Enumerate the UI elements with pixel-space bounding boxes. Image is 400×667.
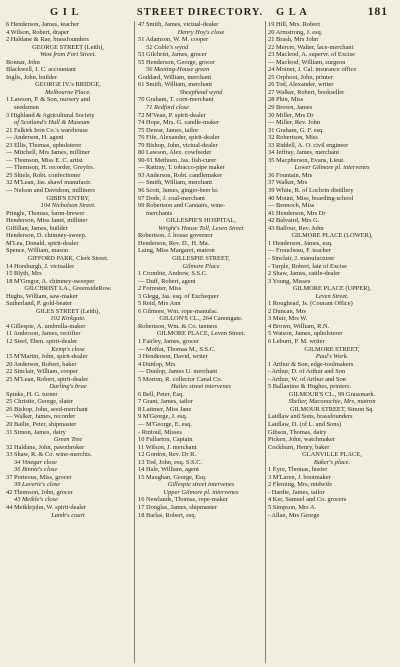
directory-heading: GILMOUR STREET, Simon Sq.: [289, 405, 375, 413]
directory-entry: Spence, William, mason: [6, 247, 69, 255]
directory-entry: 6 Henderson, James, teacher: [6, 21, 79, 28]
directory-heading: Upper Gilmore pl. intervenes: [163, 488, 239, 496]
directory-heading: GILLESPIE'S HOSPITAL,: [166, 217, 236, 225]
directory-heading: GILCHRIST LA., GreensideRow.: [24, 285, 112, 293]
directory-entry: 9 M'George, J. esq.: [138, 413, 188, 421]
directory-entry: 72 M'Vean, P. spirit-dealer: [138, 111, 206, 119]
column-divider: [265, 21, 266, 663]
directory-entry: 25 Christie, George, slater: [6, 398, 74, 406]
directory-entry: 37 Walker, Mrs: [268, 179, 308, 187]
directory-entry: 79 Bishop, John, victual-dealer: [138, 141, 218, 149]
directory-entry: M'Lea, Donald, spirit-dealer: [6, 239, 79, 247]
directory-heading: Darling's brae: [49, 383, 87, 391]
directory-entry: 53 Gilchrist, James, grocer: [138, 51, 207, 59]
directory-entry: 3 Highland & Agricultural Society: [6, 111, 95, 119]
directory-entry: Sutherland, P. gold-beater: [6, 300, 73, 308]
directory-heading: GLANVILLE PLACE,: [302, 451, 362, 459]
directory-entry: — Moffat, Thomas M., S.S.C.: [138, 345, 216, 353]
directory-entry: 75 Dewar, James, tailor: [138, 126, 199, 134]
directory-entry: seedsmen: [14, 104, 39, 112]
directory-entry: 70 Graham, T. corn-merchant: [138, 96, 214, 104]
directory-entry: Laing, Miss Margaret, matron: [138, 247, 215, 255]
directory-entry: 15 Maughan, George, Esq.: [138, 473, 207, 481]
directory-entry: 15 Blyth, Mrs: [6, 270, 42, 278]
directory-entry: 39 Laverie's close: [14, 481, 61, 489]
directory-entry: 20 Anderson, Robert, baker: [6, 360, 77, 368]
directory-entry: 90-91 Methuen, Jas. fish-curer: [138, 156, 217, 164]
directory-entry: Robertson, J. house governor: [138, 232, 213, 240]
column-3: [268, 21, 396, 519]
directory-entry: — Thomson, H. recorder, Greyfrs.: [6, 164, 95, 172]
directory-entry: 24 Moinet, J. Cal. insurance office: [268, 66, 357, 74]
directory-entry: 56 Meeting-House green: [146, 66, 210, 74]
directory-entry: 96 Scott, James, ginger-beer kr.: [138, 187, 219, 195]
directory-entry: Henderson, Miss Janet, milliner: [6, 217, 88, 225]
directory-entry: 4 Wilson, Robert, draper: [6, 28, 69, 36]
directory-entry: 15 M'Martin, John, spirit-dealer: [6, 353, 88, 361]
directory-heading: GILMORE PLACE, Leven Street.: [156, 330, 246, 338]
directory-entry: 76 Fife, Alexander, spirit-dealer: [138, 134, 220, 142]
directory-entry: 16 Newlands, Thomas, rope-maker: [138, 496, 228, 504]
directory-entry: 11 Anderson, James, rectifier: [6, 330, 81, 338]
directory-entry: 32 M'Lean, Jas. shawl manufactr.: [6, 179, 92, 187]
directory-entry: - Allan, Mrs George: [268, 511, 320, 519]
directory-entry: 22 Sinclair, William, cooper: [6, 368, 78, 376]
directory-entry: 32 Haldane, John, pawnbroker: [6, 443, 85, 451]
directory-entry: 2 Shaw, James, cattle-dealer: [268, 270, 341, 278]
directory-heading: GILLESPIE STREET,: [172, 254, 230, 262]
directory-entry: — Miller, Rev. John: [268, 119, 321, 127]
directory-entry: 21 Brash, Mrs John: [268, 36, 319, 44]
directory-entry: — Thomson, Miss E. C. artist: [6, 156, 83, 164]
directory-entry: 22 Mercer, Walter, lace-merchant: [268, 43, 354, 51]
directory-entry: Henderson, D. chimney-sweep.: [6, 232, 87, 240]
directory-heading: Baker's place.: [313, 458, 351, 466]
directory-entry: 19 Hill, Mrs. Robert: [268, 21, 321, 28]
directory-entry: 30 Miller, Mrs Dr: [268, 111, 314, 119]
directory-entry: Cockburn, Henry, baker: [268, 443, 330, 451]
header-right: G L A: [276, 7, 308, 18]
directory-entry: Henderson, Rev. D., H. Ma.: [138, 239, 210, 247]
directory-heading: GILMOUR'S CL., 99 Grassmark.: [288, 390, 376, 398]
directory-entry: — Froucheau, F. teacher: [268, 247, 331, 255]
directory-entry: 27 Walker, Robert, bookseller: [268, 88, 345, 96]
column-1: [6, 21, 130, 519]
directory-heading: Sheephead wynd: [179, 88, 223, 96]
directory-entry: Bonnar, John: [6, 58, 40, 66]
directory-entry: — Nelson and Davidson, milliners: [6, 187, 95, 195]
directory-entry: 2 Forrester, Miss: [138, 285, 182, 293]
directory-entry: 71 Redford close: [146, 104, 190, 112]
directory-entry: 23 Macleod, A. supervr. of Excise: [268, 51, 355, 59]
directory-entry: 5 Ballantine & Hughes, printers.: [268, 383, 352, 391]
directory-entry: 31 Graham, G. F. esq.: [268, 126, 324, 134]
directory-entry: Robertson, Wm. & Co. tanners: [138, 322, 218, 330]
directory-entry: 34 Vinegar close: [14, 458, 57, 466]
directory-entry: 93 Anderson, Robt. candlemaker: [138, 171, 222, 179]
directory-entry: Hughs, William, saw-maker: [6, 292, 78, 300]
directory-heading: GILES STREET (Leith),: [36, 307, 100, 315]
directory-entry: — M'George, E. esq.: [138, 420, 192, 428]
directory-entry: Laidlaw, D. (of L. and Sons): [268, 420, 342, 428]
directory-entry: 2 Haldane & Rae, brassfounders: [6, 36, 89, 44]
directory-entry: 31 Simon, James, dairy: [6, 428, 66, 436]
directory-entry: 18 M'Gregor, A. chimney-sweeper: [6, 277, 95, 285]
directory-entry: 55 Henderson, George, grocer: [138, 58, 216, 66]
directory-entry: — Smith, William, merchant: [138, 179, 212, 187]
directory-entry: - Hardie, James, tailor: [268, 488, 325, 496]
directory-heading: GEORGE IV.'s BRIDGE,: [35, 81, 101, 89]
directory-entry: Gilfillan, James, builder: [6, 224, 68, 232]
directory-entry: 23 Ellis, Thomas, upholsterer: [6, 141, 82, 149]
directory-entry: 3 Young, Misses: [268, 277, 311, 285]
directory-entry: 5 Watson, James, upholsterer: [268, 330, 343, 338]
directory-entry: 26 Tod, Alexander, writer: [268, 81, 334, 89]
directory-entry: 80 Lawson, Alex. cowfeeder: [138, 149, 212, 157]
directory-entry: 3 Glegg, Jas. esq. of Exchequer: [138, 292, 219, 300]
directory-entry: 25 Orphoot, John, printer: [268, 73, 333, 81]
directory-entry: 34 Jeffray, James, merchant: [268, 149, 339, 157]
directory-entry: Inglis, John, builder: [6, 73, 58, 81]
directory-entry: 3 Henderson, David, writer: [138, 353, 208, 361]
directory-entry: 1 Lawson, P. & Son, nursery and: [6, 96, 90, 104]
directory-entry: — Macleod, William, surgeon: [268, 58, 346, 66]
directory-entry: 35 Macpherson, Evans, Lieut.: [268, 156, 345, 164]
directory-entry: 6 Leburn, P. M. writer: [268, 337, 325, 345]
directory-entry: 12 Steel, Eben. spirit-dealer: [6, 337, 78, 345]
directory-entry: 20 Bailie, Peter, shipmaster: [6, 420, 77, 428]
directory-heading: GIBB'S ENTRY,: [46, 194, 90, 202]
directory-columns: [6, 21, 396, 667]
directory-entry: 5 Simpson, Mrs A.: [268, 504, 317, 511]
directory-entry: 37 Porteous, Miss, grocer: [6, 473, 72, 481]
directory-entry: 6 Gilmore, Wm. rope-manufac.: [138, 307, 219, 315]
directory-entry: Goddard, William, merchant: [138, 73, 212, 81]
directory-entry: 25 Shiels, Robt. confectioner: [6, 171, 81, 179]
header-left: G I L: [50, 7, 80, 18]
directory-entry: 7 Grant, James, tailor: [138, 398, 193, 406]
directory-entry: — Walker, James, recorder: [6, 413, 76, 421]
directory-entry: 4 Brown, William, R.N.: [268, 322, 330, 330]
directory-entry: 1 Roughead, Js. (Courant Office): [268, 300, 353, 308]
directory-entry: 2 Duncan, Mrs: [268, 307, 307, 315]
directory-entry: 51 Adamson, W. M. cooper: [138, 36, 209, 44]
directory-heading: GILMORE PLACE (LOWER),: [291, 232, 373, 240]
directory-entry: 40 Mount, Miss, boarding-school: [268, 194, 354, 202]
page-number: 181: [367, 6, 388, 18]
directory-entry: 41 Henderson, Mrs Dr: [268, 209, 326, 217]
directory-entry: 2 Fleming, Mrs, midwife: [268, 481, 333, 489]
directory-entry: 74 Hope, Mrs. G. candle-maker: [138, 119, 220, 127]
directory-entry: 29 Brown, James: [268, 104, 313, 112]
directory-entry: - Sinclair, J. manufacturer: [268, 254, 335, 262]
directory-entry: — Duff, Robert, agent: [138, 277, 196, 285]
directory-entry: 1 Fairley, James, grocer: [138, 337, 199, 345]
directory-entry: 14 Hale, William, agent: [138, 466, 199, 474]
directory-entry: - Arthur, D. of Arthur and Son: [268, 368, 346, 376]
directory-entry: 25 M'Lean, Robert, spirit-dealer: [6, 375, 89, 383]
directory-entry: 1 Arthur & Son, edge-toolmakers: [268, 360, 354, 368]
directory-entry: 39 White, R. of Lochrin distillery: [268, 187, 354, 195]
directory-entry: 17 Douglas, James, shipmaster: [138, 504, 217, 511]
directory-heading: Shelter, Maconochie, Mrs, matron: [288, 398, 376, 406]
directory-entry: 11 Wilson, J. merchant: [138, 443, 197, 451]
directory-entry: 13 Tod, John, esq. S.S.C.: [138, 458, 203, 466]
directory-entry: 61 Smith, William, merchant: [138, 81, 212, 89]
directory-heading: Kemp's close: [51, 345, 85, 353]
column-divider: [134, 21, 135, 663]
directory-entry: Blackwell, J. C. accountant: [6, 66, 76, 74]
directory-entry: merchants: [146, 209, 173, 217]
directory-entry: - Rintoul, Misses: [138, 428, 182, 436]
directory-entry: Gibson, Thomas, dairy: [268, 428, 327, 436]
directory-heading: GILLON'S CL., 264 Canongate.: [159, 315, 243, 323]
directory-entry: — Bennoch, Miss: [268, 202, 315, 210]
directory-heading: GILMORE STREET,: [304, 345, 360, 353]
directory-entry: 32 Robertson, Miss: [268, 134, 318, 142]
directory-entry: 6 Bell, Peter, Esq.: [138, 390, 184, 398]
directory-entry: 43 Balfour, Rev. John: [268, 224, 324, 232]
directory-heading: Leven Street.: [315, 292, 349, 300]
header-center: STREET DIRECTORY.: [136, 7, 264, 18]
directory-entry: 99 Robertson and Carstairs, wine-: [138, 202, 226, 210]
directory-heading: West from Fort Street.: [39, 51, 97, 59]
directory-entry: — Mitchell, Mrs James, milliner: [6, 149, 90, 157]
directory-entry: 1 Eyre, Thomas, hosier: [268, 466, 328, 474]
directory-entry: - Arthur, W. of Arthur and Son: [268, 375, 346, 383]
column-2: [138, 21, 264, 519]
directory-heading: Hailes street intervenes: [170, 383, 232, 391]
directory-entry: 44 Meiklejohn, W. spirit-dealer: [6, 504, 87, 511]
directory-heading: Green Tree: [53, 436, 83, 444]
directory-entry: 4 Ker, Samuel and Co. grocers: [268, 496, 347, 504]
directory-heading: Gillespie street intervenes: [167, 481, 235, 489]
directory-entry: 5 Morton, R. collector Canal Co.: [138, 375, 223, 383]
directory-entry: 43 Meikle's close: [14, 496, 58, 504]
directory-heading: Paul's Work.: [315, 353, 349, 361]
directory-entry: Spinks, H. G. turner: [6, 390, 58, 398]
directory-entry: 33 Riddell, A. O. civil engineer: [268, 141, 349, 149]
directory-entry: 20 Armstrong, J. esq.: [268, 28, 323, 36]
directory-heading: Wright's House Toll, Leven Street: [158, 224, 244, 232]
directory-entry: Pringle, Thomas, barm-brewer: [6, 209, 85, 217]
directory-entry: 28 Phin, Miss: [268, 96, 304, 104]
directory-entry: 12 Gordon, Rev. Dr R.: [138, 451, 196, 459]
directory-entry: - Turple, Robert, late of Excise: [268, 262, 347, 270]
directory-entry: 26 Bishop, John, seed-merchant: [6, 405, 88, 413]
directory-entry: of Scotland's Hall & Museum: [14, 119, 90, 127]
directory-entry: 33 Shaw, R. & Co. wine-merchts.: [6, 451, 93, 459]
directory-entry: — Dunlop, James U. merchant: [138, 368, 218, 376]
directory-entry: Picken, John, watchmaker: [268, 436, 336, 444]
directory-entry: 10 Fullarton, Captain: [138, 436, 193, 444]
directory-entry: 36 Fountain, Mrs: [268, 171, 313, 179]
directory-entry: — Anderson, H. agent: [6, 134, 64, 142]
directory-heading: 102 Kirkgate.: [50, 315, 86, 323]
directory-entry: 36 Binnie's close: [14, 466, 58, 474]
directory-entry: 47 Smith, James, victual-dealer: [138, 21, 219, 28]
directory-entry: 3 M'Laren, J. bootmaker: [268, 473, 331, 481]
directory-heading: 104 Nicholson Street.: [40, 202, 96, 210]
directory-heading: Gilmore Place: [182, 262, 220, 270]
directory-heading: Henry Hoy's close: [177, 28, 225, 36]
directory-heading: Melbourne Place.: [45, 88, 91, 96]
directory-entry: 42 Thomson, John, grocer: [6, 488, 73, 496]
directory-entry: — Rattray, T. tobacco-pipe maker: [138, 164, 225, 172]
directory-entry: 1 Crombie, Andrew, S.S.C.: [138, 270, 208, 278]
directory-entry: 14 Horsburgh, J. victualler: [6, 262, 75, 270]
directory-entry: 3 Muir, Mrs W.: [268, 315, 308, 323]
directory-entry: 21 Falkirk Iron Co.'s warehouse: [6, 126, 88, 134]
directory-entry: 1 Henderson, James, esq.: [268, 239, 333, 247]
directory-entry: 52 Coble's wynd: [146, 43, 189, 51]
directory-entry: 97 Dods, J. coal-merchant: [138, 194, 205, 202]
directory-entry: 4 Gillespie, A. umbrella-maker: [6, 322, 86, 330]
running-header: [6, 4, 394, 21]
directory-heading: GIFFORD PARK, Clerk Street.: [27, 254, 109, 262]
directory-entry: 42 Balvaird, Mrs G.: [268, 217, 320, 225]
directory-heading: Lower Gilmore pl. intervenes: [294, 164, 370, 172]
directory-entry: 4 Dunlop, Mrs: [138, 360, 176, 368]
directory-heading: Lamb's court: [51, 511, 85, 519]
directory-entry: 8 Latimer, Miss Jane: [138, 405, 192, 413]
directory-heading: GEORGE STREET (Leith),: [32, 43, 104, 51]
directory-entry: Laidlaw and Sons, brassfounders: [268, 413, 353, 421]
directory-entry: 5 Reid, Mrs Ann: [138, 300, 181, 308]
directory-entry: 18 Barlas, Robert, esq.: [138, 511, 197, 519]
directory-heading: GILMORE PLACE (UPPER),: [292, 285, 372, 293]
